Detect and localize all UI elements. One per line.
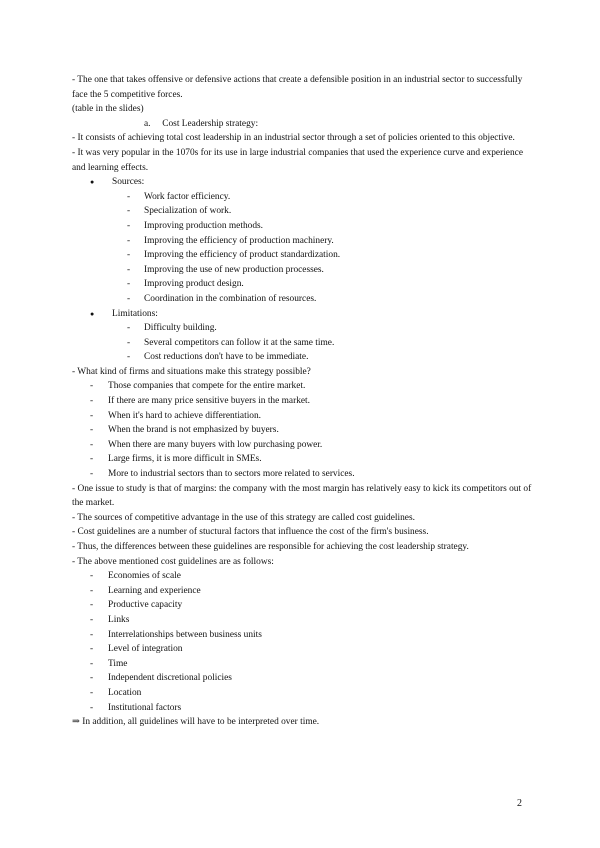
cost-leadership-definition: - It consists of achieving total cost leadership in an industrial sector through a set of policies oriented to this objective.	[72, 133, 515, 144]
dash-icon: -	[90, 658, 94, 669]
list-item: - Time	[72, 657, 534, 672]
list-item: - When the brand is not emphasized by buyers.	[72, 423, 534, 438]
dash-icon: -	[90, 702, 94, 713]
document-body	[72, 73, 534, 730]
dash-icon: -	[90, 614, 94, 625]
dash-icon: -	[90, 425, 94, 436]
list-item: - Interrelationships between business units	[72, 628, 534, 643]
sources-bullet	[72, 175, 534, 190]
dash-icon: -	[90, 585, 94, 596]
dash-icon: -	[90, 571, 94, 582]
limitations-list	[72, 321, 534, 365]
list-item: - Those companies that compete for the entire market.	[72, 379, 534, 394]
dash-icon: -	[127, 279, 131, 290]
list-item: - Improving product design.	[72, 277, 534, 292]
bullet-icon: ●	[90, 309, 95, 318]
differences-paragraph: - Thus, the differences between these guidelines are responsible for achieving the cost leadership strategy.	[72, 542, 469, 552]
page-number: 2	[517, 798, 522, 809]
section-marker: a.	[144, 118, 151, 129]
list-item: - Level of integration	[72, 642, 534, 657]
guidelines-definition-paragraph: - Cost guidelines are a number of stuctural factors that influence the cost of the firm's business.	[72, 527, 429, 538]
list-item: - Difficulty building.	[72, 321, 534, 336]
list-item: - Independent discretional policies	[72, 671, 534, 686]
guidelines-intro: - The above mentioned cost guidelines are as follows:	[72, 556, 274, 567]
dash-icon: -	[127, 235, 131, 246]
list-item: - Work factor efficiency.	[72, 190, 534, 205]
bullet-icon: ●	[90, 178, 95, 187]
dash-icon: -	[90, 410, 94, 421]
list-item: - Learning and experience	[72, 584, 534, 599]
strategy-definition: - The one that takes offensive or defensive actions that create a defensible position in an industrial sector to successfully face the 5 competitive forces.	[72, 75, 523, 100]
section-heading	[72, 117, 534, 132]
list-item: - Links	[72, 613, 534, 628]
list-item: - If there are many price sensitive buyers in the market.	[72, 394, 534, 409]
limitations-label: Limitations:	[112, 308, 158, 319]
dash-icon: -	[127, 264, 131, 275]
dash-icon: -	[127, 191, 131, 202]
sources-label: Sources:	[112, 177, 145, 188]
list-item: - Institutional factors	[72, 701, 534, 716]
firms-list	[72, 379, 534, 481]
dash-icon: -	[127, 206, 131, 217]
dash-icon: -	[90, 381, 94, 392]
dash-icon: -	[127, 293, 131, 304]
list-item: - Cost reductions don't have to be immediate.	[72, 350, 534, 365]
list-item: - Several competitors can follow it at the same time.	[72, 336, 534, 351]
dash-icon: -	[127, 352, 131, 363]
conclusion: ⇒ In addition, all guidelines will have to be interpreted over time.	[72, 717, 320, 728]
list-item: - Location	[72, 686, 534, 701]
list-item: - Improving production methods.	[72, 219, 534, 234]
list-item: - Economies of scale	[72, 569, 534, 584]
sources-guidelines-paragraph: - The sources of competitive advantage in the use of this strategy are called cost guidelines.	[72, 512, 415, 523]
dash-icon: -	[127, 337, 131, 348]
list-item: - Improving the efficiency of product standardization.	[72, 248, 534, 263]
list-item: - When it's hard to achieve differentiation.	[72, 409, 534, 424]
dash-icon: -	[90, 629, 94, 640]
section-title: Cost Leadership strategy:	[162, 118, 259, 129]
sources-list	[72, 190, 534, 307]
dash-icon: -	[90, 469, 94, 480]
margins-paragraph: - One issue to study is that of margins: the company with the most margin has relatively easy to kick its competitors out of the market.	[72, 483, 532, 509]
dash-icon: -	[90, 673, 94, 684]
dash-icon: -	[90, 600, 94, 611]
dash-icon: -	[127, 323, 131, 334]
limitations-bullet	[72, 307, 534, 322]
list-item: - Large firms, it is more difficult in SMEs.	[72, 452, 534, 467]
dash-icon: -	[90, 644, 94, 655]
list-item: - Productive capacity	[72, 598, 534, 613]
firms-question: - What kind of firms and situations make this strategy possible?	[72, 366, 311, 377]
list-item: - Coordination in the combination of resources.	[72, 292, 534, 307]
list-item: - More to industrial sectors than to sectors more related to services.	[72, 467, 534, 482]
dash-icon: -	[90, 439, 94, 450]
list-item: - Improving the efficiency of production machinery.	[72, 234, 534, 249]
dash-icon: -	[90, 454, 94, 465]
list-item: - Specialization of work.	[72, 204, 534, 219]
guidelines-list	[72, 569, 534, 715]
dash-icon: -	[90, 396, 94, 407]
dash-icon: -	[127, 220, 131, 231]
list-item: - Improving the use of new production processes.	[72, 263, 534, 278]
table-note: (table in the slides)	[72, 104, 144, 115]
dash-icon: -	[127, 250, 131, 261]
cost-leadership-history: - It was very popular in the 1070s for its use in large industrial companies that used the experience curve and experience and learning effects.	[72, 147, 523, 173]
list-item: - When there are many buyers with low purchasing power.	[72, 438, 534, 453]
dash-icon: -	[90, 687, 94, 698]
